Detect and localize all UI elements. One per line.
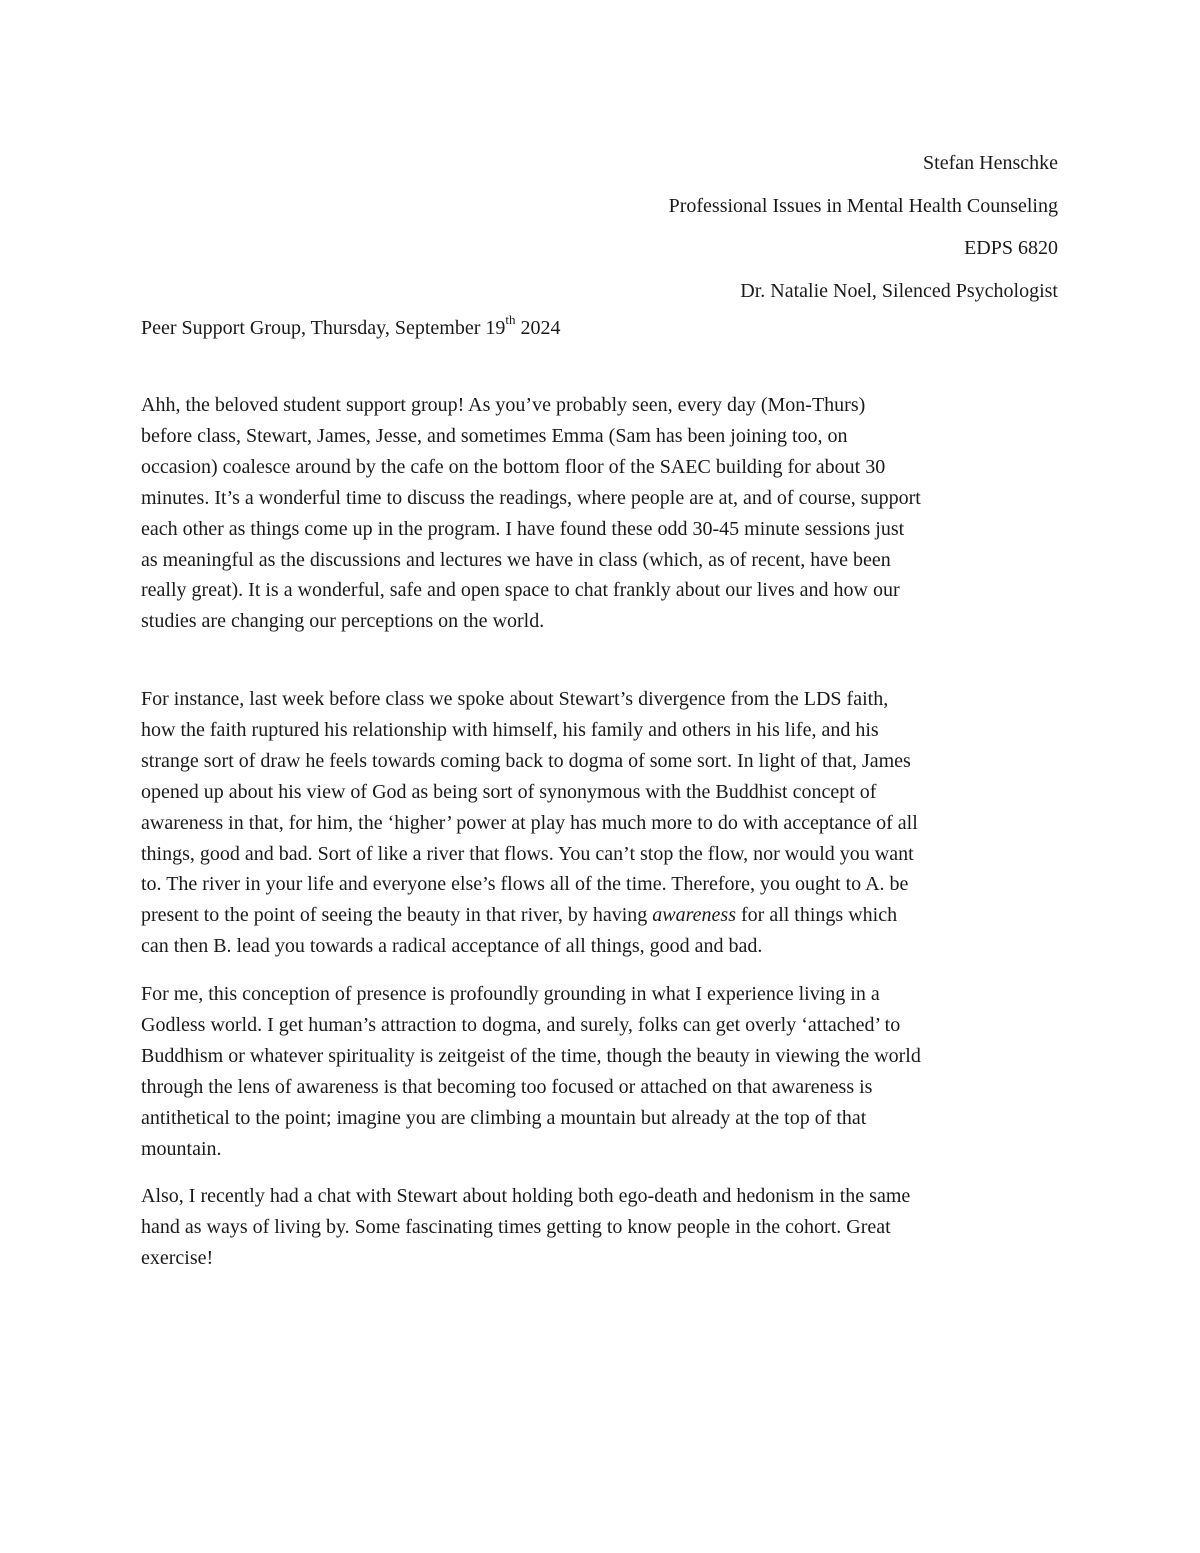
course-code: EDPS 6820 (964, 237, 1058, 259)
text-line: exercise! (141, 1246, 214, 1269)
paragraph-4 (141, 1181, 1071, 1274)
paragraph-3 (141, 979, 1071, 1164)
text-line: can then B. lead you towards a radical acceptance of all things, good and bad. (141, 935, 763, 958)
text-line: Also, I recently had a chat with Stewart about holding both ego-death and hedonism in the same (141, 1185, 911, 1207)
text-segment: for all things which (736, 904, 898, 927)
text-line: things, good and bad. Sort of like a river that flows. You can’t stop the flow, nor would you want (141, 842, 914, 865)
text-line: Godless world. I get human’s attraction to dogma, and surely, folks can get overly ‘attached’ to (141, 1013, 901, 1036)
course-name: Professional Issues in Mental Health Counseling (668, 194, 1058, 217)
author-name: Stefan Henschke (923, 152, 1058, 174)
text-line: mountain. (141, 1137, 222, 1160)
text-line: hand as ways of living by. Some fascinating times getting to know people in the cohort. Great (141, 1215, 891, 1238)
text-segment: present to the point of seeing the beauty in that river, by having (141, 904, 653, 927)
text-line: awareness in that, for him, the ‘higher’ power at play has much more to do with acceptance of all (141, 811, 918, 834)
text-line: For me, this conception of presence is profoundly grounding in what I experience living in a (141, 983, 880, 1005)
paragraph-2 (141, 684, 1071, 962)
text-line: Buddhism or whatever spirituality is zeitgeist of the time, though the beauty in viewing the world (141, 1044, 921, 1067)
text-line: how the faith ruptured his relationship with himself, his family and others in his life, and his (141, 718, 879, 741)
title-ordinal-suffix: th (505, 312, 516, 328)
text-line: For instance, last week before class we spoke about Stewart’s divergence from the LDS faith, (141, 688, 889, 710)
text-line: studies are changing our perceptions on the world. (141, 610, 545, 633)
text-line: opened up about his view of God as being sort of synonymous with the Buddhist concept of (141, 780, 877, 803)
text-line: Ahh, the beloved student support group! As you’ve probably seen, every day (Mon-Thurs) (141, 394, 866, 416)
text-line: minutes. It’s a wonderful time to discuss the readings, where people are at, and of course, support (141, 486, 921, 509)
text-line: before class, Stewart, James, Jesse, and sometimes Emma (Sam has been joining too, on (141, 424, 848, 447)
text-line: occasion) coalesce around by the cafe on the bottom floor of the SAEC building for about 30 (141, 455, 886, 478)
emphasized-word: awareness (652, 904, 736, 927)
text-line: as meaningful as the discussions and lectures we have in class (which, as of recent, have been (141, 548, 891, 571)
document-title (141, 312, 561, 344)
text-line: really great). It is a wonderful, safe and open space to chat frankly about our lives and how our (141, 579, 900, 602)
title-prefix: Peer Support Group, Thursday, September 19 (141, 317, 506, 339)
text-line-with-emphasis (141, 900, 1071, 931)
text-line: antithetical to the point; imagine you are climbing a mountain but already at the top of that (141, 1106, 867, 1129)
instructor-name: Dr. Natalie Noel, Silenced Psychologist (740, 279, 1058, 302)
header-block (669, 142, 1058, 312)
text-line: through the lens of awareness is that becoming too focused or attached on that awareness is (141, 1075, 873, 1098)
paragraph-1 (141, 390, 1071, 637)
text-line: each other as things come up in the program. I have found these odd 30-45 minute sessions just (141, 517, 905, 540)
title-year: 2024 (515, 317, 561, 339)
text-line: strange sort of draw he feels towards coming back to dogma of some sort. In light of that, James (141, 749, 911, 772)
text-line: to. The river in your life and everyone else’s flows all of the time. Therefore, you ought to A. be (141, 873, 909, 896)
